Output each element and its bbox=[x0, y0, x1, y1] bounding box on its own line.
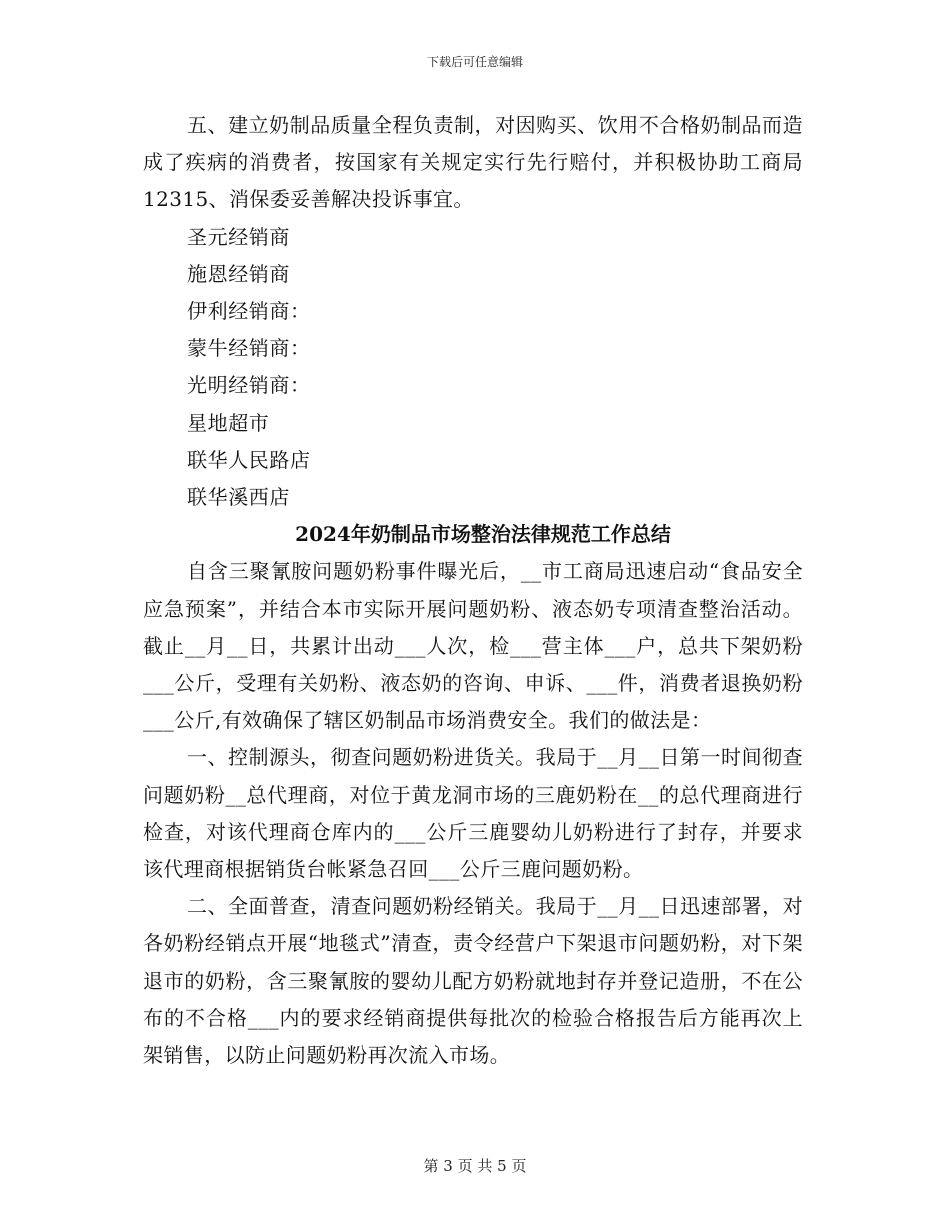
signature-line: 联华人民路店 bbox=[187, 447, 311, 472]
page-footer-number: 第 3 页 共 5 页 bbox=[423, 1157, 527, 1175]
document-title: 2024年奶制品市场整治法律规范工作总结 bbox=[295, 522, 671, 547]
signature-line: 星地超市 bbox=[187, 410, 270, 435]
paragraph-section-one: 一、控制源头，彻查问题奶粉进货关。我局于__月__日第一时间彻查问题奶粉__总代理商，对位于黄龙洞市场的三鹿奶粉在__的总代理商进行检查，对该代理商仓库内的___公斤三鹿婴幼儿奶粉进行了封存，并要求该代理商根据销货台帐紧急召回___公斤三鹿问题奶粉。 bbox=[143, 745, 803, 882]
paragraph-intro: 自含三聚氰胺问题奶粉事件曝光后，__市工商局迅速启动“食品安全应急预案”，并结合本市实际开展问题奶粉、液态奶专项清查整治活动。截止__月__日，共累计出动___人次，检___营主体___户，总共下架奶粉___公斤，受理有关奶粉、液态奶的咨询、申诉、___件，消费者退换奶粉___公斤,有效确保了辖区奶制品市场消费安全。我们的做法是： bbox=[143, 559, 803, 733]
signature-line: 施恩经销商 bbox=[187, 261, 290, 286]
signature-line: 联华溪西店 bbox=[187, 485, 290, 510]
document-body bbox=[143, 107, 803, 1074]
signature-line: 伊利经销商： bbox=[187, 299, 311, 324]
paragraph-section-two: 二、全面普查，清查问题奶粉经销关。我局于__月__日迅速部署，对各奶粉经销点开展“地毯式”清查，责令经营户下架退市问题奶粉，对下架退市的奶粉，含三聚氰胺的婴幼儿配方奶粉就地封存并登记造册，不在公布的不合格___内的要求经销商提供每批次的检验合格报告后方能再次上架销售，以防止问题奶粉再次流入市场。 bbox=[143, 894, 803, 1068]
paragraph-section-five: 五、建立奶制品质量全程负责制，对因购买、饮用不合格奶制品而造成了疾病的消费者，按国家有关规定实行先行赔付，并积极协助工商局12315、消保委妥善解决投诉事宜。 bbox=[143, 113, 803, 212]
signature-line: 光明经销商： bbox=[187, 373, 311, 398]
page-header-note: 下载后可任意编辑 bbox=[426, 55, 523, 69]
signature-line: 蒙牛经销商： bbox=[187, 336, 311, 361]
signature-line: 圣元经销商 bbox=[187, 224, 290, 249]
